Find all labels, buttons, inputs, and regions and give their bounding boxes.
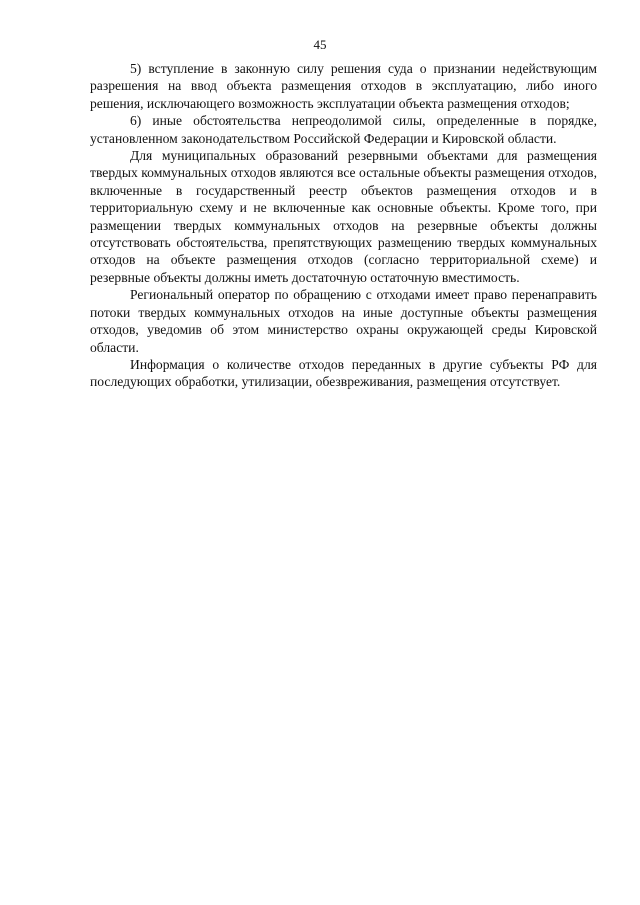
paragraph-transfer-info: Информация о количестве отходов переданных в другие субъекты РФ для последующих обработки, утилизации, обезвреживания, размещения отсутствует. (90, 356, 597, 390)
paragraph-reserve-objects: Для муниципальных образований резервными объектами для размещения твердых коммунальных отходов являются все остальные объекты размещения отходов, включенные в государственный реестр объектов размещения отходов и в территориальную схему и не включенные как основные объекты. Кроме того, при размещении твердых коммунальных отходов на резервные объекты должны отсутствовать обстоятельства, препятствующих размещению твердых коммунальных отходов на объекте размещения отходов (согласно территориальной схеме) и резервные объекты должны иметь достаточную остаточную вместимость. (90, 148, 597, 285)
paragraph-item-6: 6) иные обстоятельства непреодолимой силы, определенные в порядке, установленном законодательством Российской Федерации и Кировской области. (90, 113, 597, 146)
paragraph-item-5: 5) вступление в законную силу решения суда о признании недействующим разрешения на ввод объекта размещения отходов в эксплуатацию, либо иного решения, исключающего возможность эксплуатации объекта размещения отходов; (90, 61, 597, 111)
document-body (90, 60, 597, 391)
paragraph-regional-operator: Региональный оператор по обращению с отходами имеет право перенаправить потоки твердых коммунальных отходов на иные доступные объекты размещения отходов, уведомив об этом министерство охраны окружающей среды Кировской области. (90, 287, 597, 355)
page-number: 45 (313, 37, 327, 52)
